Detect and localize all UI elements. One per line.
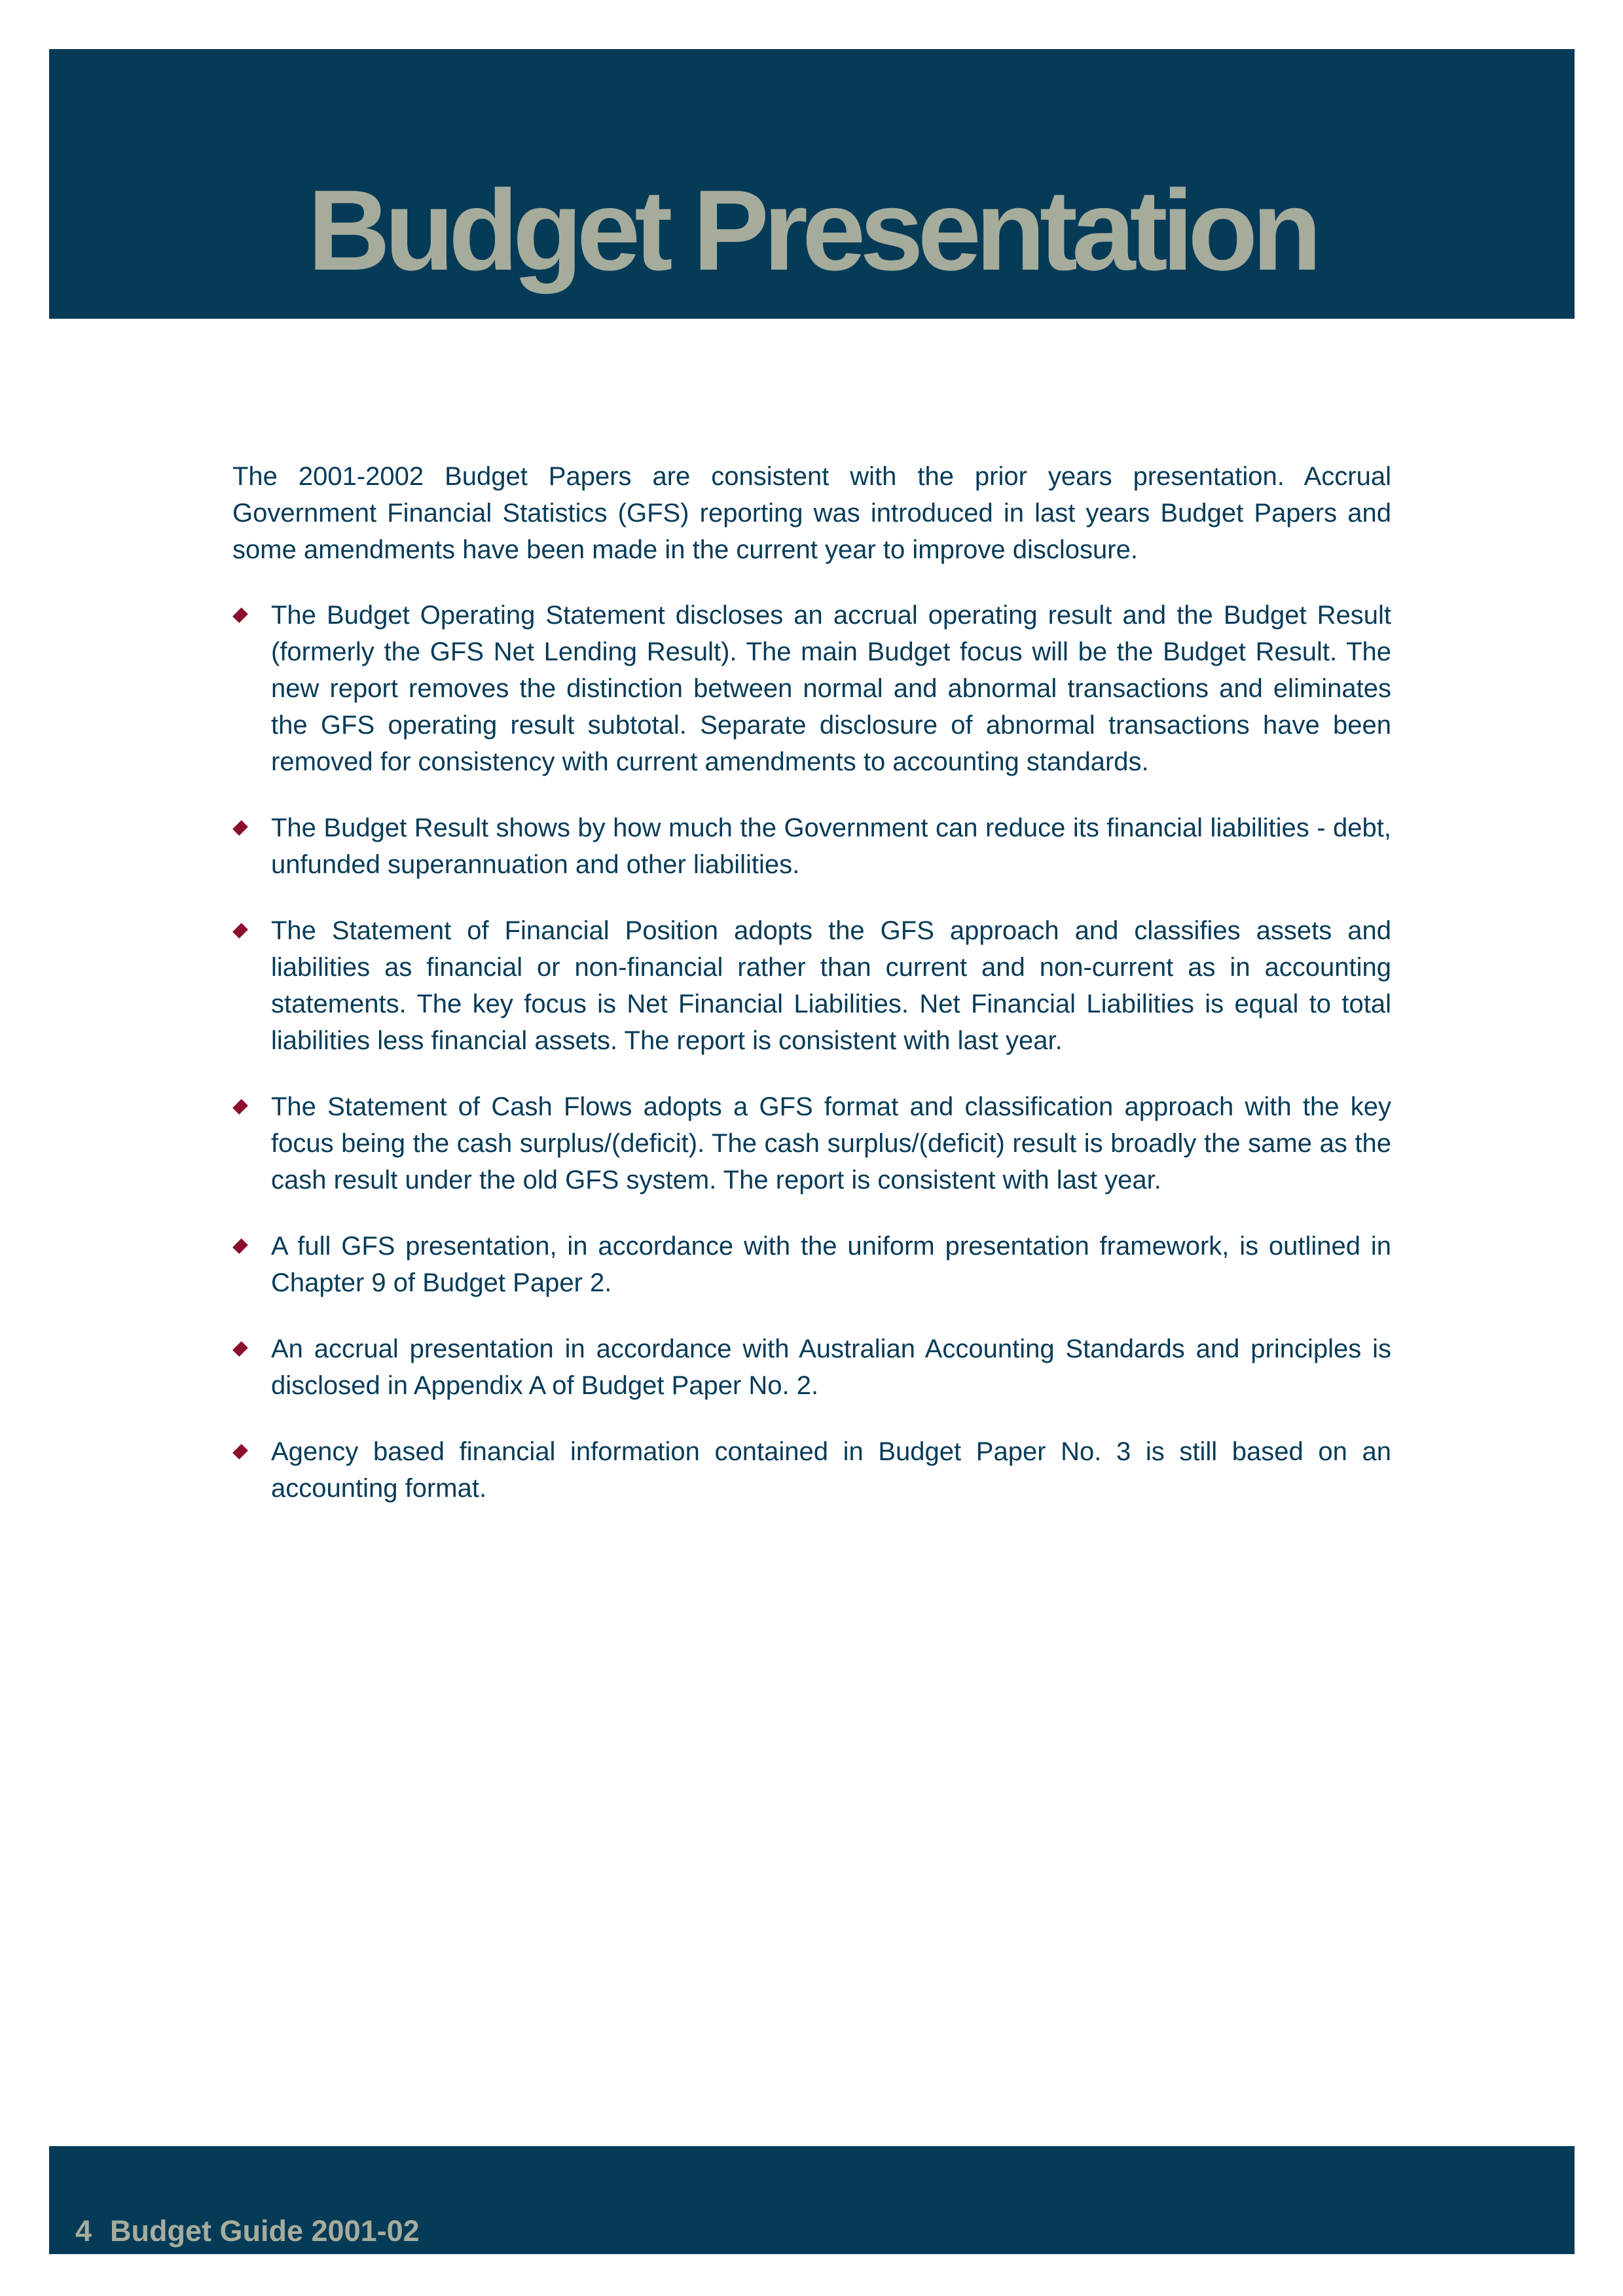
- diamond-bullet-icon: [232, 1099, 248, 1115]
- guide-title: Budget Guide 2001-02: [110, 2214, 420, 2248]
- footer: [75, 2215, 420, 2248]
- diamond-bullet-icon: [232, 1444, 248, 1460]
- list-item: [232, 1088, 1391, 1198]
- bullet-list: [232, 597, 1391, 1507]
- list-item: [232, 597, 1391, 780]
- page-title: Budget Presentation: [307, 167, 1317, 295]
- page-number: 4: [75, 2214, 92, 2248]
- list-item-text: The Budget Result shows by how much the Government can reduce its financial liabilities - debt, unfunded superannuation and other liabilities.: [271, 814, 1391, 879]
- list-item: [232, 1228, 1391, 1301]
- list-item: [232, 1433, 1391, 1507]
- diamond-bullet-icon: [232, 1238, 248, 1254]
- list-item-text: The Budget Operating Statement discloses an accrual operating result and the Budget Result (formerly the GFS Net Lending Result). The main Budget focus will be the Budget Result. The new report removes the distinction between normal and abnormal transactions and eliminates the GFS operating result subtotal. Separate disclosure of abnormal transactions have been removed for consistency with current amendments to accounting standards.: [271, 601, 1391, 776]
- list-item: [232, 810, 1391, 883]
- list-item-text: The Statement of Cash Flows adopts a GFS format and classification approach with the key focus being the cash surplus/(deficit). The cash surplus/(deficit) result is broadly the same as the cash result under the old GFS system. The report is consistent with last year.: [271, 1092, 1391, 1194]
- diamond-bullet-icon: [232, 820, 248, 836]
- list-item-text: The Statement of Financial Position adopts the GFS approach and classifies assets and liabilities as financial or non-financial rather than current and non-current as in accounting statements. The key focus is Net Financial Liabilities. Net Financial Liabilities is equal to total liabilities less financial assets. The report is consistent with last year.: [271, 916, 1391, 1055]
- intro-paragraph: The 2001-2002 Budget Papers are consistent with the prior years presentation. Accrual Government Financial Statistics (GFS) reporting was introduced in last years Budget Papers and some amendments have been made in the current year to improve disclosure.: [232, 462, 1391, 564]
- list-item-text: An accrual presentation in accordance with Australian Accounting Standards and principles is disclosed in Appendix A of Budget Paper No. 2.: [271, 1335, 1391, 1400]
- list-item: [232, 1331, 1391, 1404]
- main-content: [232, 458, 1391, 1536]
- list-item-text: A full GFS presentation, in accordance with the uniform presentation framework, is outlined in Chapter 9 of Budget Paper 2.: [271, 1232, 1391, 1297]
- list-item-text: Agency based financial information contained in Budget Paper No. 3 is still based on an accounting format.: [271, 1437, 1391, 1503]
- footer-band: [49, 2146, 1575, 2254]
- diamond-bullet-icon: [232, 1341, 248, 1357]
- diamond-bullet-icon: [232, 607, 248, 623]
- diamond-bullet-icon: [232, 923, 248, 939]
- header-band: [49, 49, 1575, 319]
- list-item: [232, 912, 1391, 1059]
